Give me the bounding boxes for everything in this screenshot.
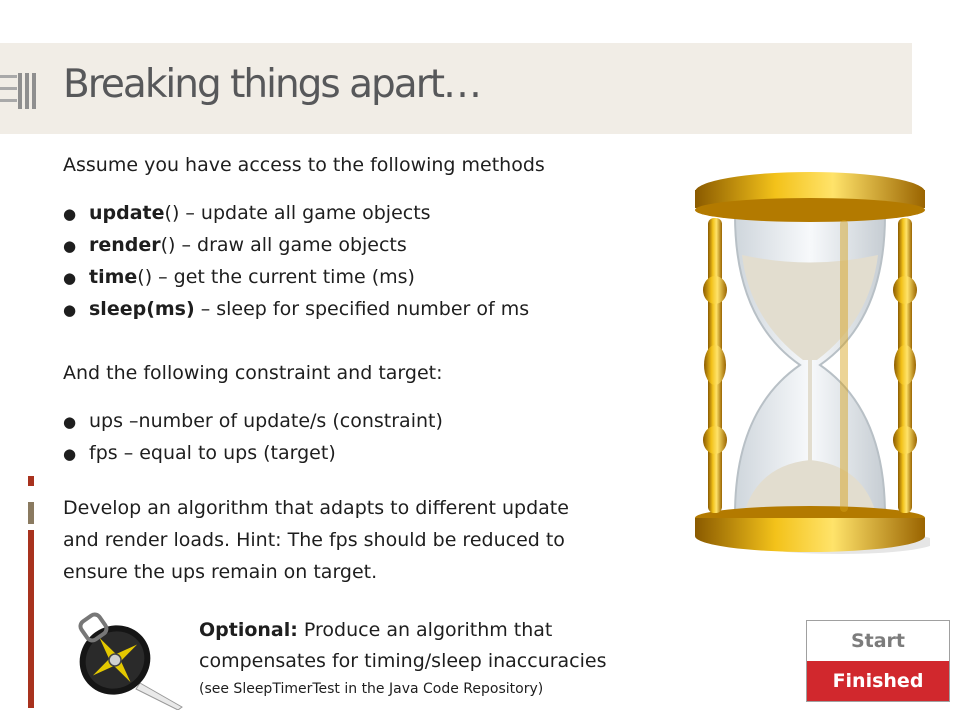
bullet-icon: ●: [63, 205, 77, 223]
optional-label: Optional:: [199, 619, 298, 641]
constraint-text: fps – equal to ups (target): [89, 442, 336, 464]
bullet-icon: ●: [63, 301, 77, 319]
start-label: Start: [807, 621, 949, 661]
optional-text-line2: compensates for timing/sleep inaccuracies: [199, 650, 607, 672]
method-name: update: [89, 202, 165, 224]
method-description: () – draw all game objects: [160, 234, 407, 256]
slide-title: Breaking things apart…: [63, 62, 481, 107]
list-item: [63, 438, 443, 470]
list-item: [63, 406, 443, 438]
finished-label: Finished: [807, 661, 949, 701]
list-item: [63, 262, 529, 294]
method-description: () – update all game objects: [164, 202, 431, 224]
intro-text: Assume you have access to the following methods: [63, 154, 545, 176]
method-description: – sleep for specified number of ms: [194, 298, 530, 320]
constraint-text: ups –number of update/s (constraint): [89, 410, 443, 432]
tape-measure-icon: [60, 605, 185, 710]
method-name: time: [89, 266, 138, 288]
task-line: and render loads. Hint: The fps should be reduced to: [63, 529, 565, 551]
hourglass-icon: [690, 170, 930, 560]
method-name: sleep(ms): [89, 298, 195, 320]
bullet-icon: ●: [63, 237, 77, 255]
optional-block: [199, 615, 607, 701]
bullet-icon: ●: [63, 413, 77, 431]
optional-text: Produce an algorithm that: [297, 619, 553, 641]
list-item: [63, 230, 529, 262]
bullet-icon: ●: [63, 269, 77, 287]
method-description: () – get the current time (ms): [137, 266, 415, 288]
bullet-icon: ●: [63, 445, 77, 463]
methods-list: [63, 198, 529, 326]
method-name: render: [89, 234, 161, 256]
task-line: ensure the ups remain on target.: [63, 561, 378, 583]
list-item: [63, 294, 529, 326]
optional-note: (see SleepTimerTest in the Java Code Repository): [199, 681, 544, 697]
title-rule-decoration: [0, 73, 40, 109]
task-line: Develop an algorithm that adapts to different update: [63, 497, 569, 519]
status-box: [806, 620, 950, 702]
task-paragraph: [63, 492, 569, 588]
left-accent-rule: [28, 476, 34, 708]
constraints-list: [63, 406, 443, 470]
constraint-intro-text: And the following constraint and target:: [63, 362, 443, 384]
list-item: [63, 198, 529, 230]
